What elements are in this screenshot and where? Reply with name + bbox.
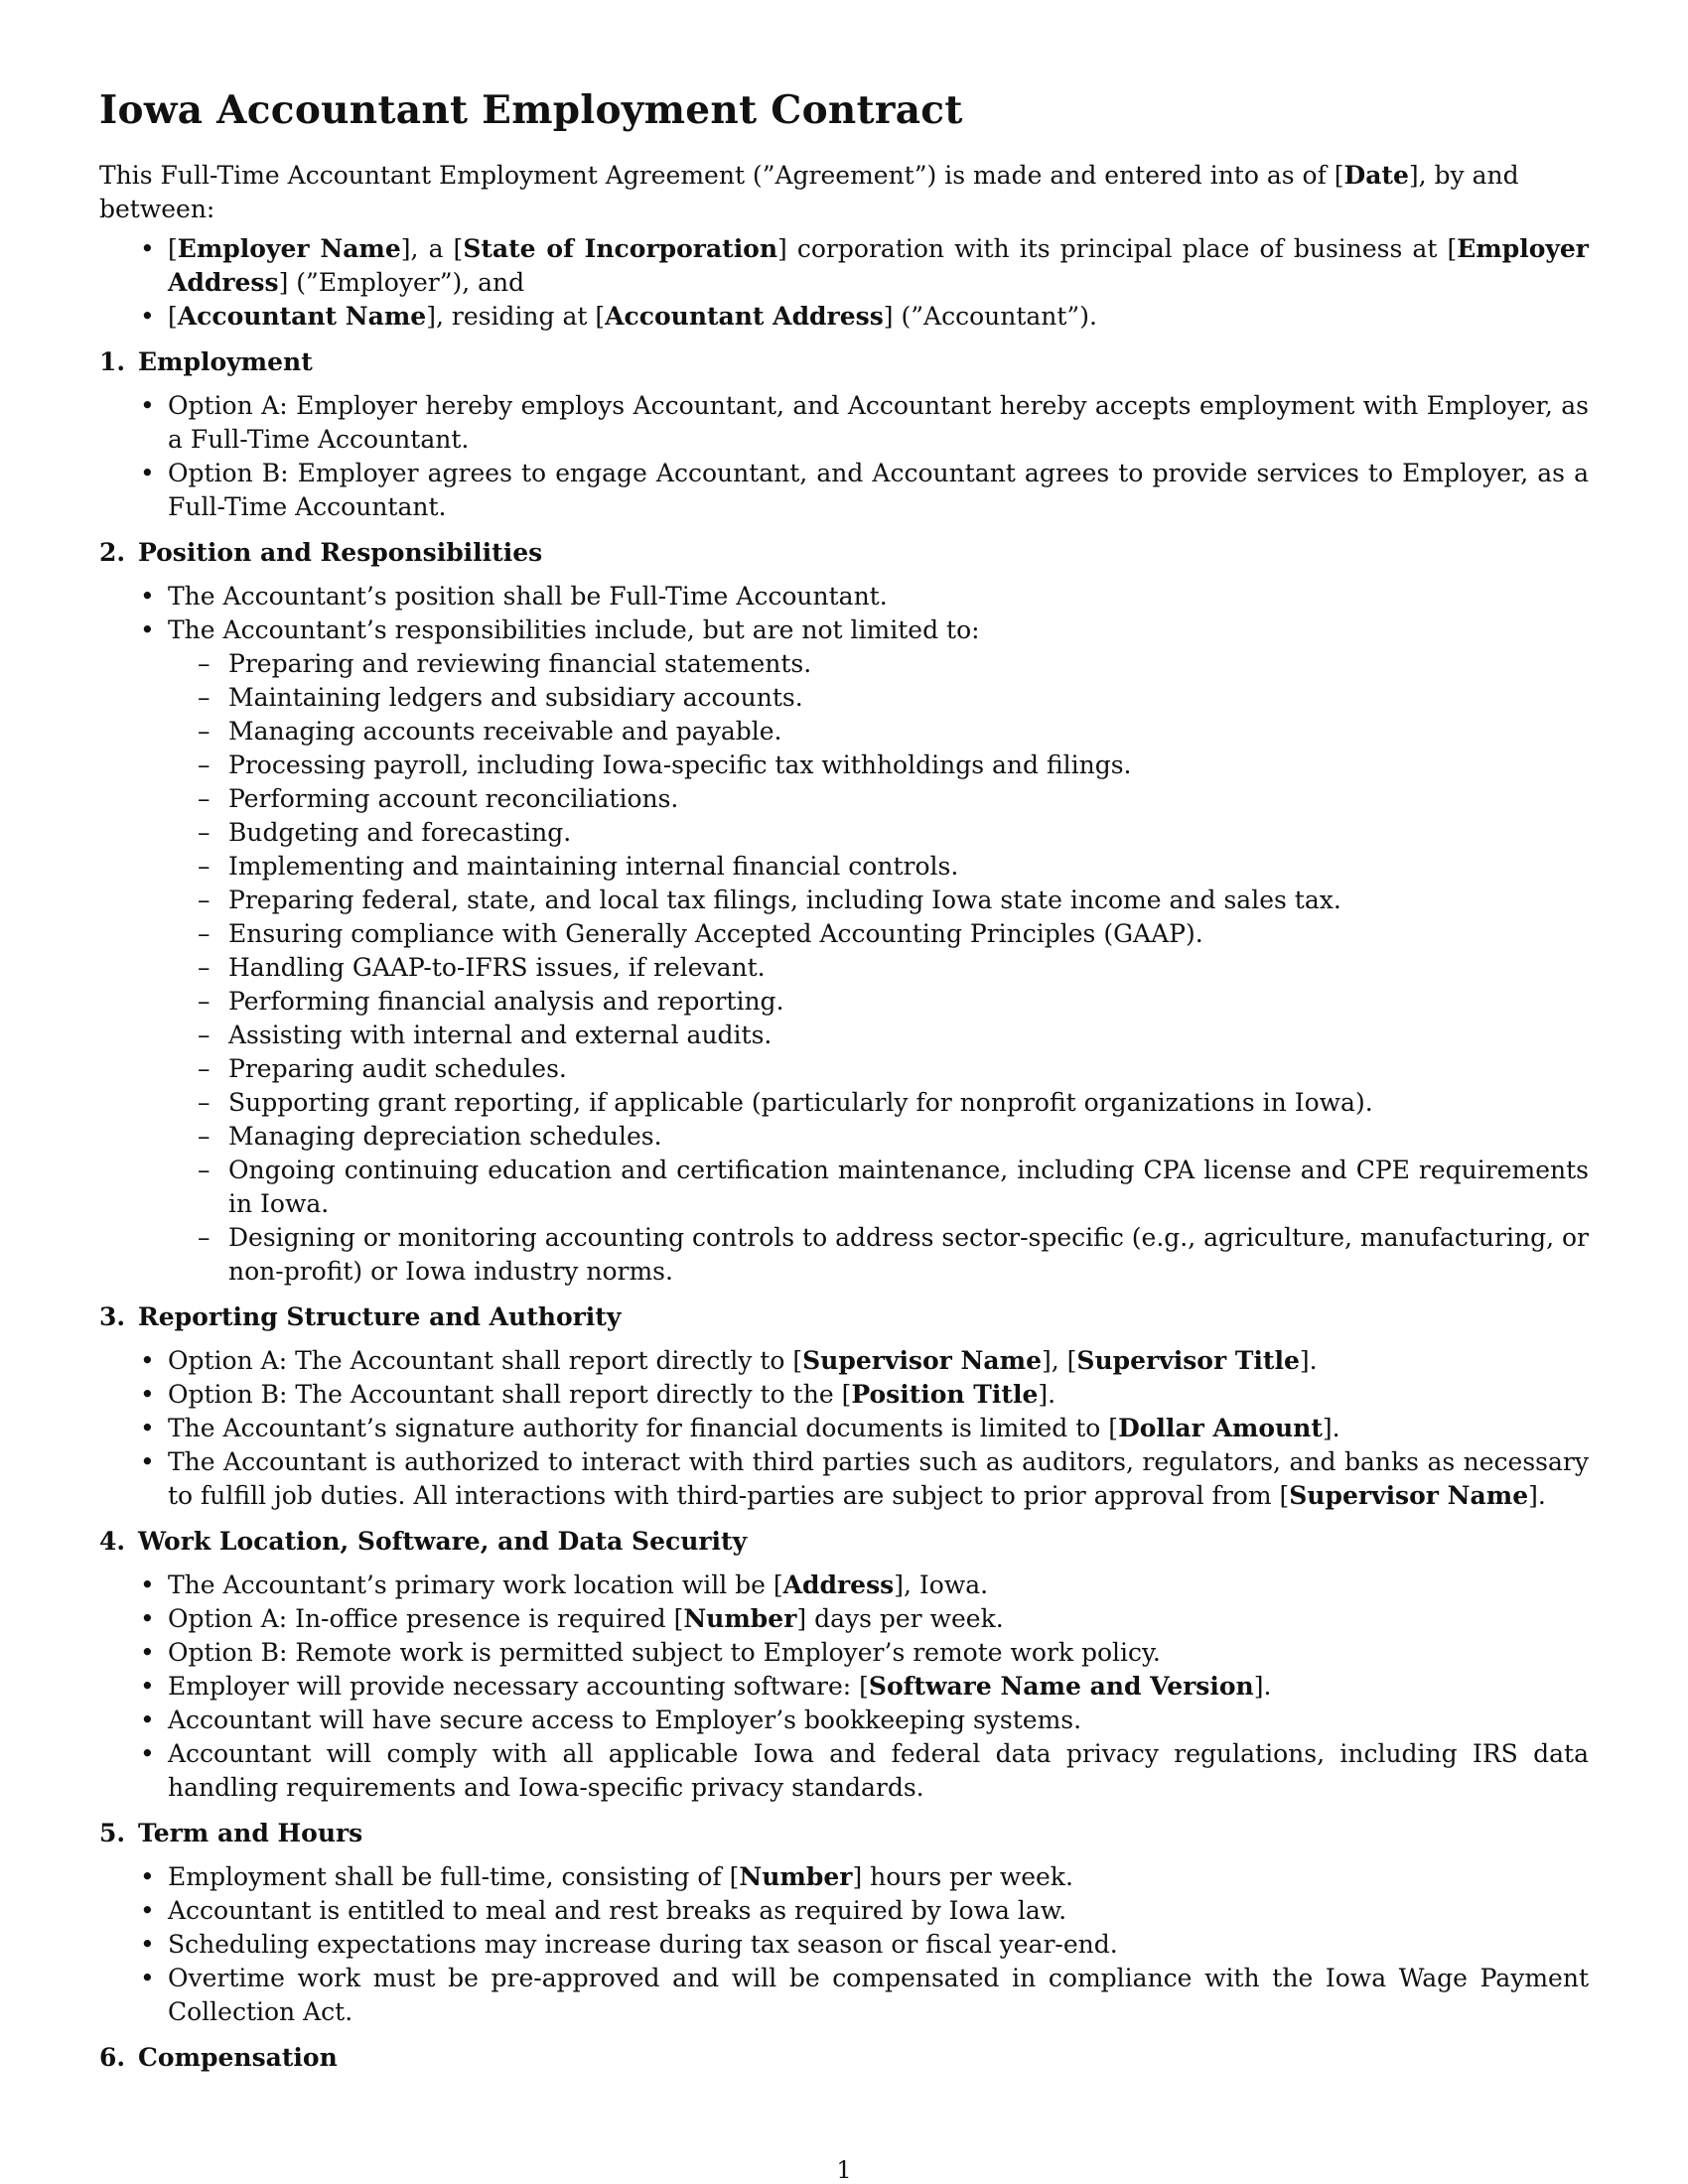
section-reporting-list — [99, 1344, 1589, 1513]
dollar-amount-field: Dollar Amount — [1118, 1414, 1323, 1442]
document-body — [99, 159, 1589, 2085]
list-item: • Scheduling expectations may increase during tax season or fiscal year-end. — [99, 1928, 1589, 1962]
sub-list-item: – Managing accounts receivable and payable. — [168, 715, 1589, 749]
sub-list-item: – Preparing audit schedules. — [168, 1052, 1589, 1086]
list-item: • Accountant will comply with all applicable Iowa and federal data privacy regulations, including IRS data handling requirements and Iowa-specific privacy standards. — [99, 1737, 1589, 1805]
section-heading-employment: 1. Employment — [99, 347, 313, 376]
list-item: • Option B: Remote work is permitted subject to Employer’s remote work policy. — [99, 1636, 1589, 1670]
list-item: • The Accountant’s primary work location will be [Address], Iowa. — [99, 1569, 1589, 1602]
employer-address-field: Employer Address — [168, 234, 1589, 297]
party-accountant: • [Accountant Name], residing at [Accountant Address] (”Accountant”). — [99, 300, 1589, 334]
parties-list — [99, 232, 1589, 334]
section-employment-list — [99, 389, 1589, 524]
number-field: Number — [739, 1862, 853, 1891]
section-position-list — [99, 580, 1589, 1289]
list-item: • The Accountant’s responsibilities include, but are not limited to: – Preparing and reviewing financial statements. – Maintaining ledgers and subsidiary accounts. – Managing accounts receivable and payable. – Processing payroll, including Iowa-specific tax withholdings and filings. – Performing account reconciliations. – Budgeting and forecasting. – Implementing and maintaining internal financial controls. – Preparing federal, state, and local tax filings, including Iowa state income and sales tax. – Ensuring compliance with Generally Accepted Accounting Principles (GAAP). – Handling GAAP-to-IFRS issues, if relevant. – Performing financial analysis and reporting. – Assisting with internal and external audits. – Preparing audit schedules. – Supporting grant reporting, if applicable (particularly for nonprofit organizations in Iowa). – Managing depreciation schedules. – Ongoing continuing education and certification maintenance, including CPA license and CPE requirements in Iowa. – Designing or monitoring accounting controls to address sector-specific (e.g., agriculture, manufacturing, or non-profit) or Iowa industry norms. — [99, 614, 1589, 1289]
software-name-field: Software Name and Version — [868, 1672, 1254, 1701]
sub-list-item: – Budgeting and forecasting. — [168, 816, 1589, 850]
intro-paragraph: This Full-Time Accountant Employment Agreement (”Agreement”) is made and entered into as of [Date], by and between: — [99, 161, 1519, 223]
section-heading-work-location: 4. Work Location, Software, and Data Security — [99, 1527, 748, 1556]
sub-list-item: – Designing or monitoring accounting controls to address sector-specific (e.g., agriculture, manufacturing, or non-profit) or Iowa industry norms. — [168, 1221, 1589, 1289]
sub-list-item: – Preparing federal, state, and local tax filings, including Iowa state income and sales tax. — [168, 884, 1589, 917]
list-item: • The Accountant’s signature authority for financial documents is limited to [Dollar Amount]. — [99, 1412, 1589, 1445]
list-item: • The Accountant’s position shall be Full-Time Accountant. — [99, 580, 1589, 614]
list-item: • Employment shall be full-time, consisting of [Number] hours per week. — [99, 1860, 1589, 1894]
section-heading-term-hours: 5. Term and Hours — [99, 1819, 363, 1847]
number-field: Number — [683, 1604, 797, 1633]
list-item: • Option A: The Accountant shall report directly to [Supervisor Name], [Supervisor Title]. — [99, 1344, 1589, 1378]
list-item: • The Accountant is authorized to interact with third parties such as auditors, regulators, and banks as necessary to fulfill job duties. All interactions with third-parties are subject to prior approval from [Supervisor Name]. — [99, 1445, 1589, 1513]
supervisor-title-field: Supervisor Title — [1076, 1346, 1300, 1375]
list-item: • Accountant will have secure access to Employer’s bookkeeping systems. — [99, 1704, 1589, 1737]
sub-list-item: – Ensuring compliance with Generally Accepted Accounting Principles (GAAP). — [168, 917, 1589, 951]
section-heading-reporting: 3. Reporting Structure and Authority — [99, 1302, 622, 1331]
sub-list-item: – Assisting with internal and external audits. — [168, 1019, 1589, 1052]
sub-list-item: – Preparing and reviewing financial statements. — [168, 647, 1589, 681]
address-field: Address — [782, 1570, 895, 1599]
section-heading-compensation: 6. Compensation — [99, 2043, 338, 2072]
list-item: • Overtime work must be pre-approved and will be compensated in compliance with the Iowa Wage Payment Collection Act. — [99, 1962, 1589, 2029]
document-title: Iowa Accountant Employment Contract — [99, 87, 963, 133]
list-item: • Option B: The Accountant shall report directly to the [Position Title]. — [99, 1378, 1589, 1412]
list-item: • Option B: Employer agrees to engage Accountant, and Accountant agrees to provide services to Employer, as a Full-Time Accountant. — [99, 457, 1589, 524]
party-employer: • [Employer Name], a [State of Incorporation] corporation with its principal place of business at [Employer Address] (”Employer”), and — [99, 232, 1589, 300]
list-item: • Option A: In-office presence is required [Number] days per week. — [99, 1602, 1589, 1636]
sub-list-item: – Implementing and maintaining internal financial controls. — [168, 850, 1589, 884]
sub-list-item: – Supporting grant reporting, if applicable (particularly for nonprofit organizations in Iowa). — [168, 1086, 1589, 1120]
position-title-field: Position Title — [851, 1380, 1039, 1409]
supervisor-name-field: Supervisor Name — [802, 1346, 1042, 1375]
accountant-name-field: Accountant Name — [177, 302, 427, 331]
date-field: Date — [1343, 161, 1409, 190]
accountant-address-field: Accountant Address — [605, 302, 884, 331]
page-number: 1 — [836, 2156, 852, 2184]
sub-list-item: – Managing depreciation schedules. — [168, 1120, 1589, 1154]
sub-list-item: – Handling GAAP-to-IFRS issues, if relevant. — [168, 951, 1589, 985]
sub-list-item: – Ongoing continuing education and certification maintenance, including CPA license and CPE requirements in Iowa. — [168, 1154, 1589, 1221]
list-item: • Employer will provide necessary accounting software: [Software Name and Version]. — [99, 1670, 1589, 1704]
sub-list-item: – Maintaining ledgers and subsidiary accounts. — [168, 681, 1589, 715]
sub-list-item: – Performing financial analysis and reporting. — [168, 985, 1589, 1019]
section-heading-position: 2. Position and Responsibilities — [99, 538, 543, 567]
sub-list-item: – Processing payroll, including Iowa-specific tax withholdings and filings. — [168, 749, 1589, 782]
section-term-hours-list — [99, 1860, 1589, 2029]
list-item: • Accountant is entitled to meal and rest breaks as required by Iowa law. — [99, 1894, 1589, 1928]
list-item: • Option A: Employer hereby employs Accountant, and Accountant hereby accepts employment with Employer, as a Full-Time Accountant. — [99, 389, 1589, 457]
section-work-location-list — [99, 1569, 1589, 1805]
supervisor-name-field: Supervisor Name — [1289, 1481, 1529, 1510]
state-of-incorporation-field: State of Incorporation — [463, 234, 778, 263]
responsibilities-sublist — [168, 647, 1589, 1289]
sub-list-item: – Performing account reconciliations. — [168, 782, 1589, 816]
employer-name-field: Employer Name — [177, 234, 401, 263]
